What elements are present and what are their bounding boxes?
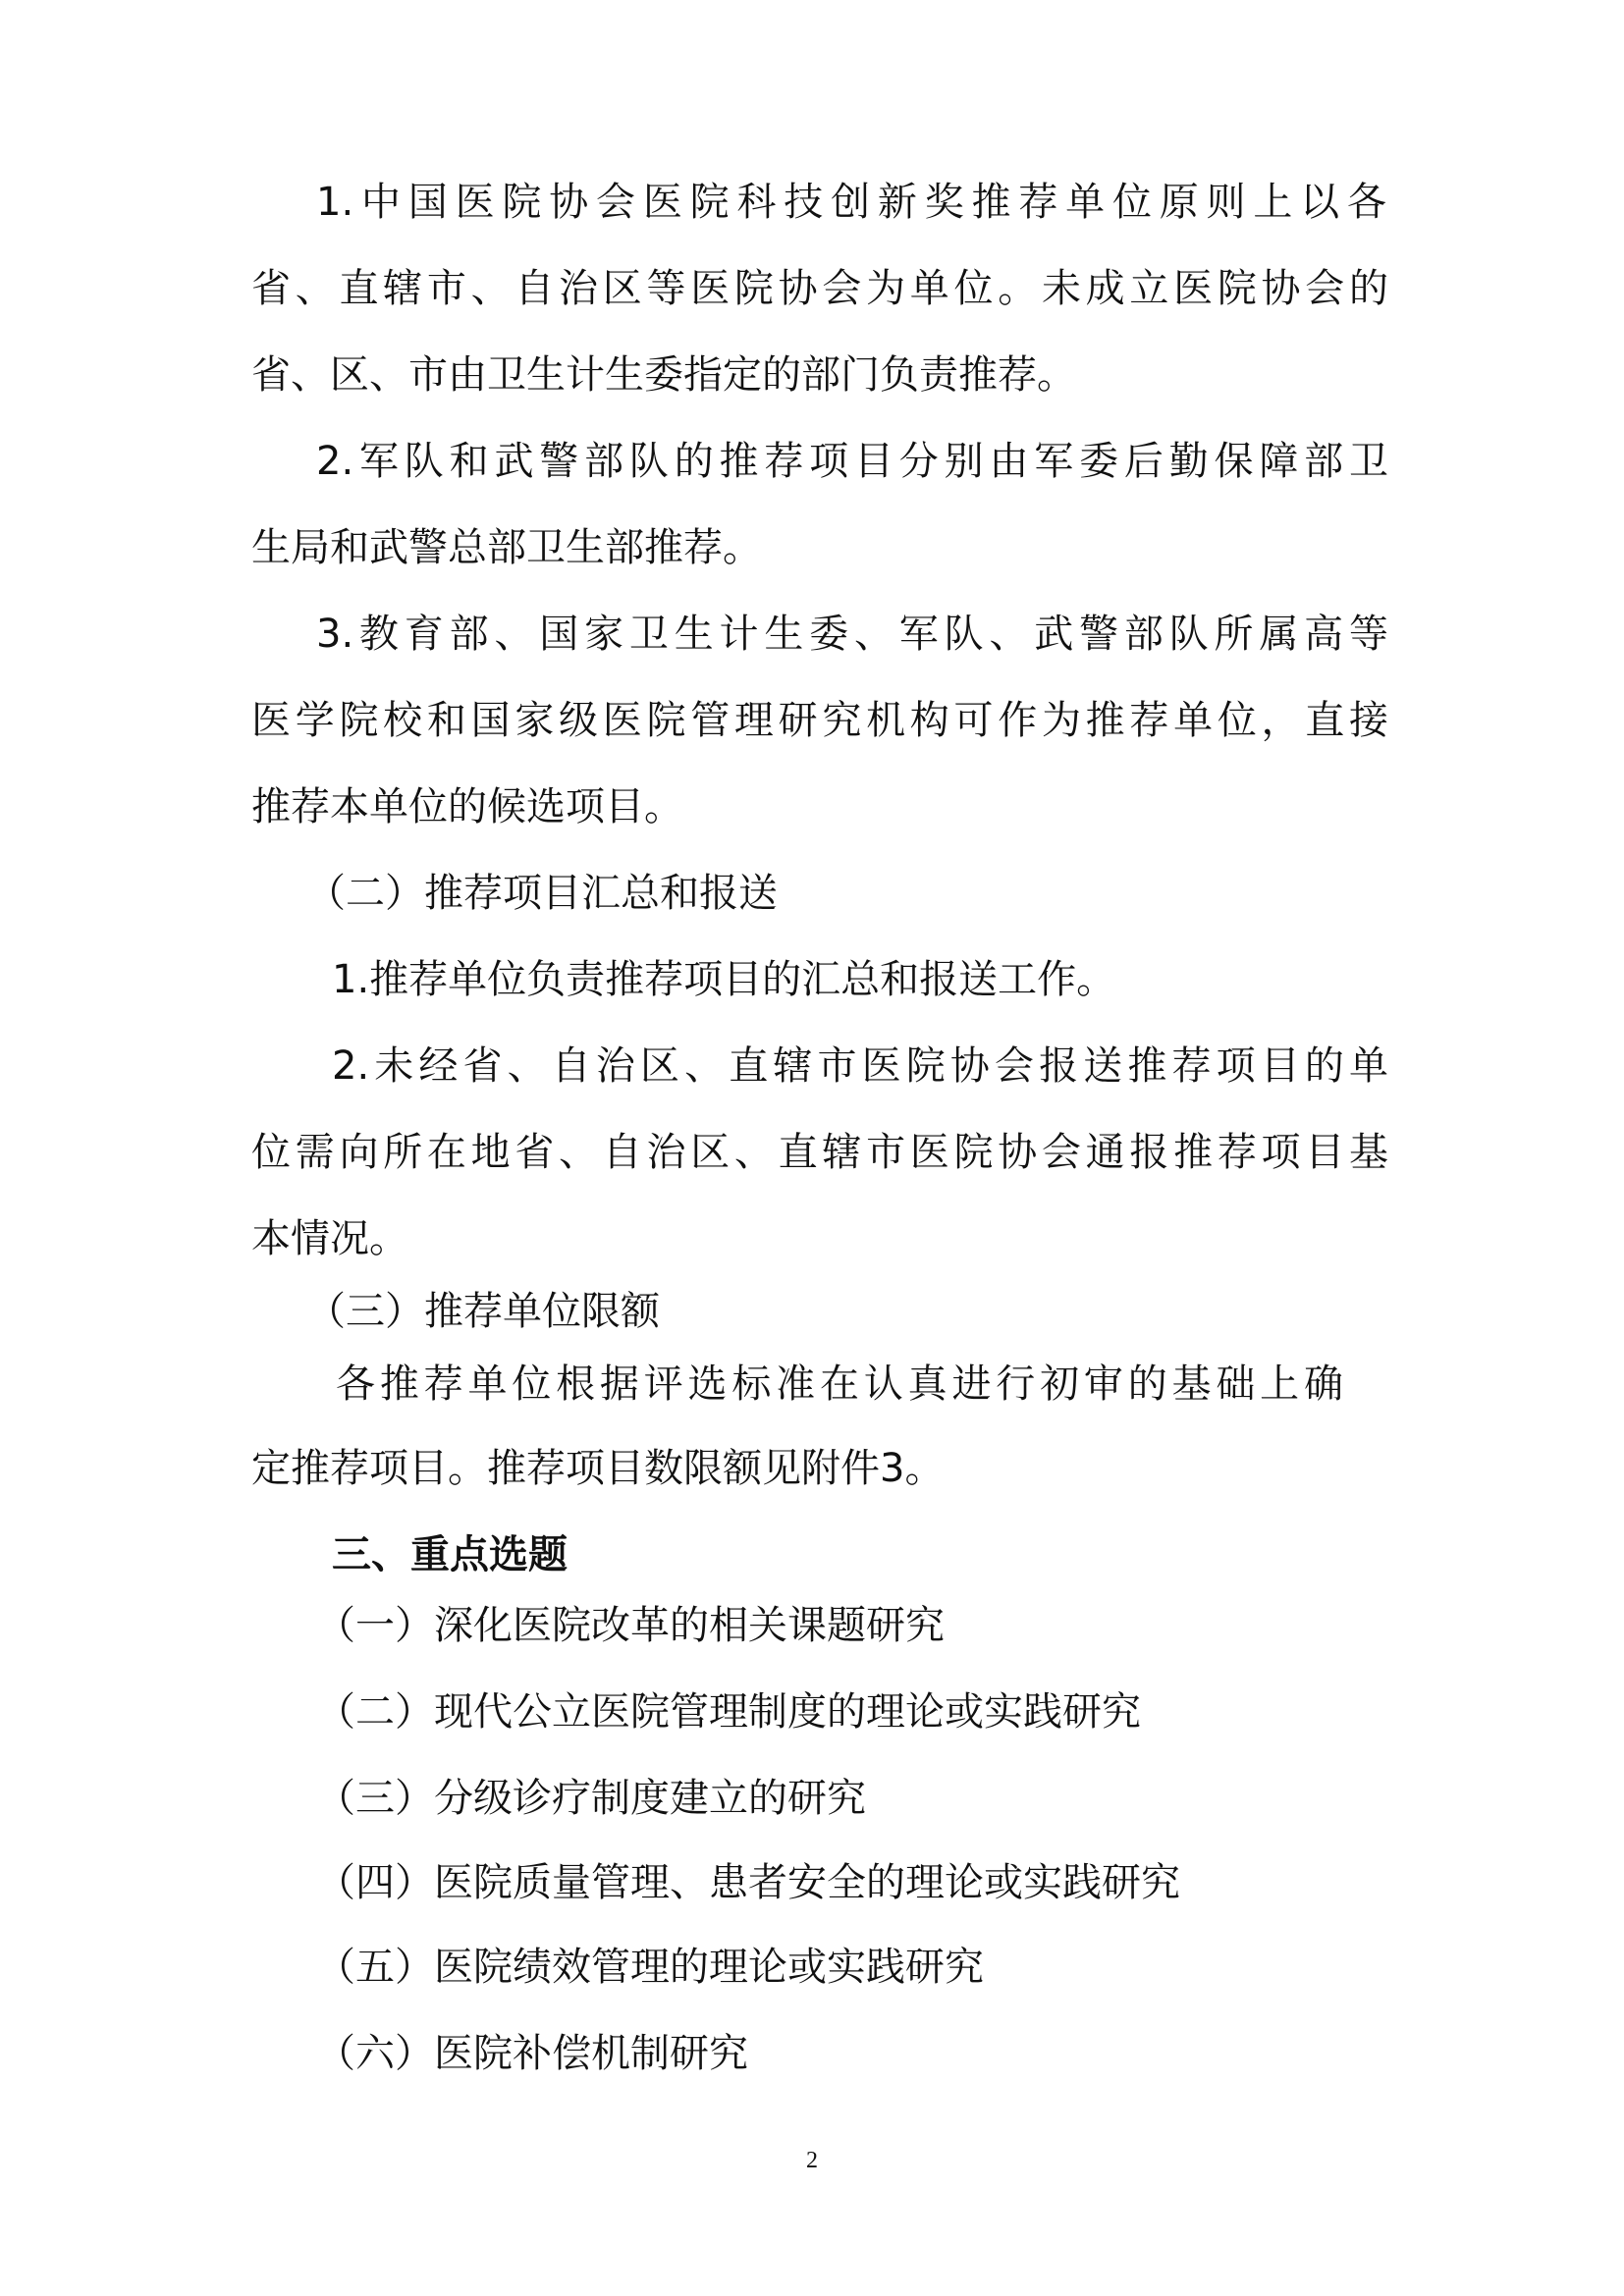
paragraph-line: 本情况。 [251, 1216, 408, 1261]
paragraph-line: 生局和武警总部卫生部推荐。 [251, 525, 762, 570]
topic-item: （四）医院质量管理、患者安全的理论或实践研究 [316, 1860, 1180, 1905]
paragraph-line: 医学院校和国家级医院管理研究机构可作为推荐单位，直接 [251, 698, 1388, 743]
topic-item: （三）分级诊疗制度建立的研究 [316, 1776, 866, 1821]
paragraph-line: 位需向所在地省、自治区、直辖市医院协会通报推荐项目基 [251, 1130, 1388, 1175]
topic-item: （五）医院绩效管理的理论或实践研究 [316, 1945, 984, 1990]
chapter-heading: 三、重点选题 [332, 1532, 568, 1577]
topic-item: （一）深化医院改革的相关课题研究 [316, 1603, 945, 1648]
paragraph-line: 2.未经省、自治区、直辖市医院协会报送推荐项目的单 [332, 1043, 1388, 1089]
paragraph-line: 各推荐单位根据评选标准在认真进行初审的基础上确 [336, 1362, 1343, 1407]
paragraph-line: 3.教育部、国家卫生计生委、军队、武警部队所属高等 [316, 612, 1388, 657]
paragraph-line: 1.中国医院协会医院科技创新奖推荐单位原则上以各 [316, 180, 1386, 225]
paragraph-line: 2.军队和武警部队的推荐项目分别由军委后勤保障部卫 [316, 439, 1388, 484]
paragraph-line: 推荐本单位的候选项目。 [251, 784, 683, 829]
topic-item: （六）医院补偿机制研究 [316, 2031, 748, 2076]
paragraph-line: 定推荐项目。推荐项目数限额见附件3。 [251, 1446, 945, 1491]
section-heading: （二）推荐项目汇总和报送 [306, 871, 778, 916]
topic-item: （二）现代公立医院管理制度的理论或实践研究 [316, 1689, 1141, 1735]
page-number: 2 [806, 2148, 818, 2173]
paragraph-line: 1.推荐单位负责推荐项目的汇总和报送工作。 [332, 957, 1116, 1002]
section-heading: （三）推荐单位限额 [306, 1289, 660, 1334]
paragraph-line: 省、区、市由卫生计生委指定的部门负责推荐。 [251, 352, 1076, 398]
paragraph-line: 省、直辖市、自治区等医院协会为单位。未成立医院协会的 [251, 266, 1388, 311]
